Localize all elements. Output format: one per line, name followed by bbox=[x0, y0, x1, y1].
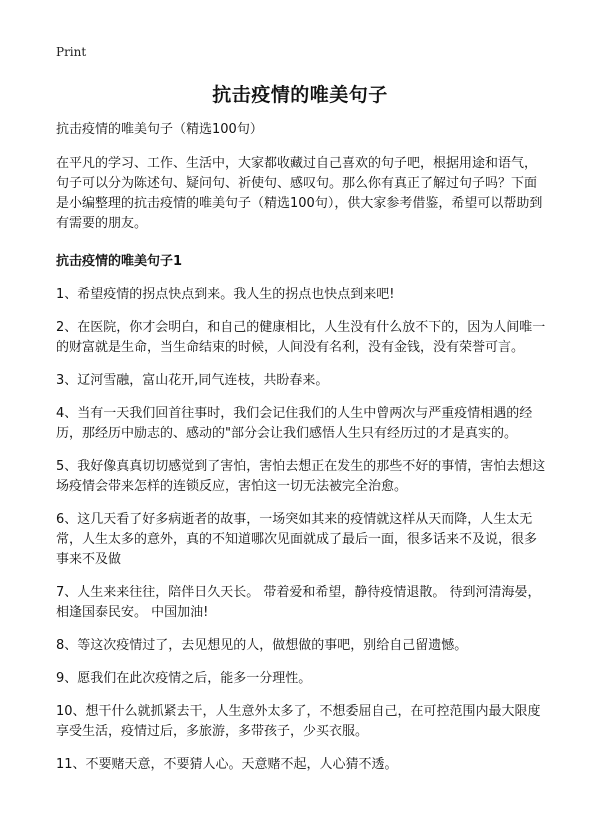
section-heading: 抗击疫情的唯美句子1 bbox=[56, 254, 183, 269]
list-item: 8、等这次疫情过了，去见想见的人，做想做的事吧，别给自己留遗憾。 bbox=[56, 638, 468, 653]
list-item: 2、在医院，你才会明白，和自己的健康相比，人生没有什么放不下的，因为人间唯一的财富就是生命，当生命结束的时候，人间没有名利，没有金钱，没有荣誉可言。 bbox=[56, 320, 546, 355]
list-item: 5、我好像真真切切感觉到了害怕，害怕去想正在发生的那些不好的事情，害怕去想这场疫情会带来怎样的连锁反应，害怕这一切无法被完全治愈。 bbox=[56, 459, 546, 494]
list-item: 7、人生来来往往，陪伴日久天长。 带着爱和希望，静待疫情退散。 待到河清海晏，相逢国泰民安。 中国加油! bbox=[56, 585, 541, 620]
list-item: 1、希望疫情的拐点快点到来。我人生的拐点也快点到来吧! bbox=[56, 287, 395, 302]
list-item: 4、当有一天我们回首往事时，我们会记住我们的人生中曾两次与严重疫情相遇的经历，那经历中励志的、感动的"部分会让我们感悟人生只有经历过的才是真实的。 bbox=[56, 406, 533, 441]
list-item: 11、不要赌天意，不要猜人心。天意赌不起，人心猜不透。 bbox=[56, 757, 398, 772]
page-title: 抗击疫情的唯美句子 bbox=[212, 84, 388, 106]
print-link[interactable]: Print bbox=[56, 45, 87, 59]
article-subtitle: 抗击疫情的唯美句子（精选100句） bbox=[56, 122, 263, 137]
list-item: 3、辽河雪融，富山花开,同气连枝，共盼春来。 bbox=[56, 373, 329, 388]
intro-paragraph: 在平凡的学习、工作、生活中，大家都收藏过自己喜欢的句子吧，根据用途和语气，句子可以分为陈述句、疑问句、祈使句、感叹句。那么你有真正了解过句子吗？下面是小编整理的抗击疫情的唯美句子（精选100句），供大家参考借鉴，希望可以帮助到有需要的朋友。 bbox=[56, 156, 543, 231]
article-body bbox=[56, 120, 546, 788]
list-item: 10、想干什么就抓紧去干，人生意外太多了，不想委屈自己，在可控范围内最大限度享受生活，疫情过后，多旅游，多带孩子，少买衣服。 bbox=[56, 704, 541, 739]
list-item: 9、愿我们在此次疫情之后，能多一分理性。 bbox=[56, 671, 312, 686]
list-item: 6、这几天看了好多病逝者的故事，一场突如其来的疫情就这样从天而降，人生太无常，人生太多的意外，真的不知道哪次见面就成了最后一面，很多话来不及说，很多事来不及做 bbox=[56, 512, 538, 567]
